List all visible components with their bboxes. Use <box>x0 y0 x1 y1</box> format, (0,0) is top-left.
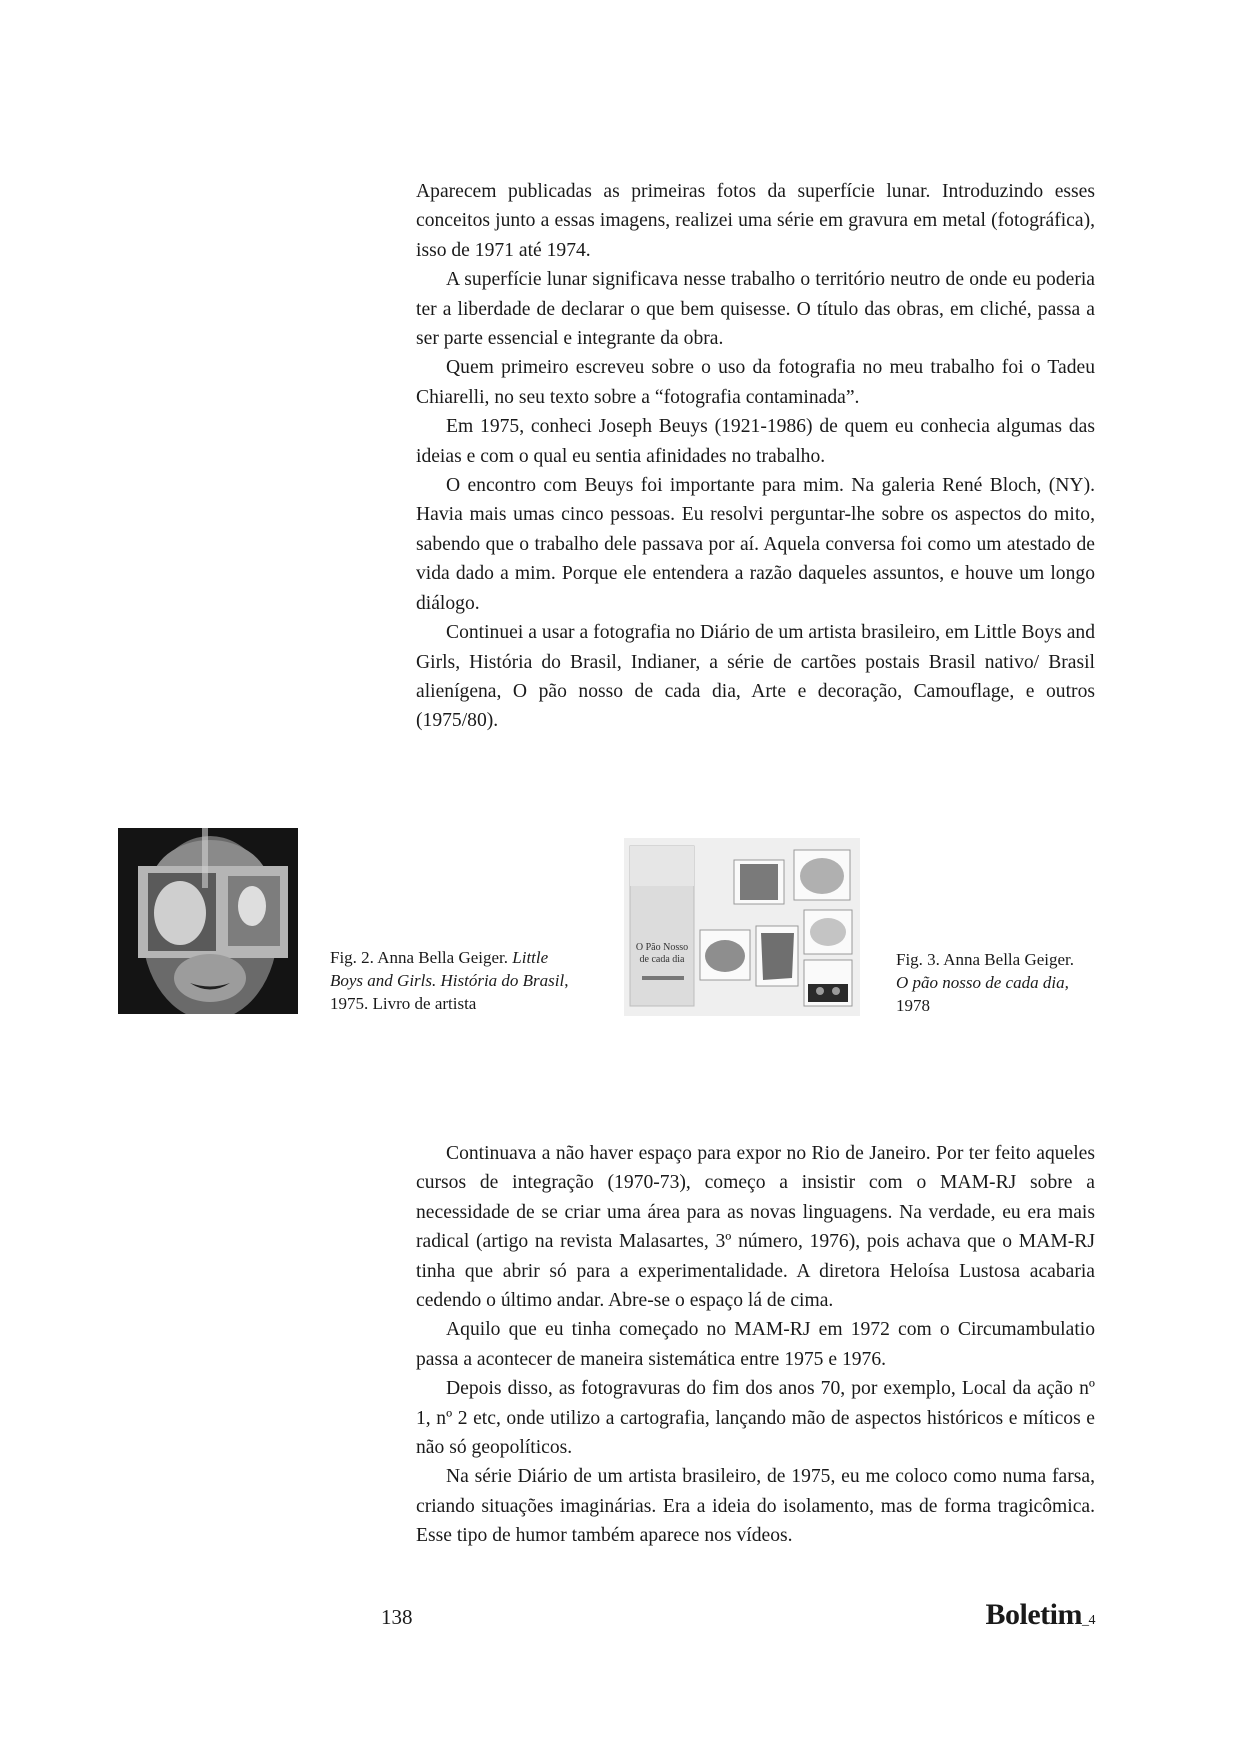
paragraph: Continuei a usar a fotografia no Diário de um artista brasileiro, em Little Boys and Girls, História do Brasil, Indianer, a série de cartões postais Brasil nativo/ Brasil alienígena, O pão nosso de cada dia, Arte e decoração, Camouflage, e outros (1975/80). <box>416 622 1095 732</box>
figure-2-image <box>118 828 298 1014</box>
figure-3-image <box>624 838 860 1016</box>
paragraph: Em 1975, conheci Joseph Beuys (1921-1986) de quem eu conhecia algumas das ideias e com o qual eu sentia afinidades no trabalho. <box>416 416 1095 467</box>
bag-label-line-2: de cada dia <box>639 954 685 965</box>
paragraph: Quem primeiro escreveu sobre o uso da fotografia no meu trabalho foi o Tadeu Chiarelli, no seu texto sobre a “fotografia contaminada”. <box>416 357 1095 408</box>
journal-name: Boletim <box>985 1598 1082 1631</box>
paragraph: Depois disso, as fotogravuras do fim dos anos 70, por exemplo, Local da ação nº 1, nº 2 etc, onde utilizo a cartografia, lançando mão de aspectos históricos e míticos e não só geopolíticos. <box>416 1378 1095 1459</box>
text-block-top <box>416 177 1095 736</box>
text-block-bottom <box>416 1139 1095 1551</box>
paragraph: Na série Diário de um artista brasileiro, de 1975, eu me coloco como numa farsa, criando situações imaginárias. Era a ideia do isolamento, mas de forma tragicômica. Esse tipo de humor também aparece nos vídeos. <box>416 1466 1095 1547</box>
paragraph: Aquilo que eu tinha começado no MAM-RJ em 1972 com o Circumambulatio passa a acontecer de maneira sistemática entre 1975 e 1976. <box>416 1319 1095 1370</box>
paragraph: O encontro com Beuys foi importante para mim. Na galeria René Bloch, (NY). Havia mais umas cinco pessoas. Eu resolvi perguntar-lhe sobre os aspectos do mito, sabendo que o trabalho dele passava por aí. Aquela conversa foi como um atestado de vida dado a mim. Porque ele entendera a razão daqueles assuntos, e houve um longo diálogo. <box>416 475 1095 614</box>
bag-label-line-1: O Pão Nosso <box>635 942 689 953</box>
figure-2-caption: Fig. 2. Anna Bella Geiger. Little Boys and Girls. História do Brasil, 1975. Livro de artista <box>330 948 569 1013</box>
journal-logo <box>986 1598 1095 1632</box>
figure-3-caption: Fig. 3. Anna Bella Geiger. O pão nosso de cada dia, 1978 <box>896 950 1075 1015</box>
paragraph: Continuava a não haver espaço para expor no Rio de Janeiro. Por ter feito aqueles cursos de integração (1970-73), começo a insistir com o MAM-RJ sobre a necessidade de se criar uma área para as novas linguagens. Na verdade, eu era mais radical (artigo na revista Malasartes, 3º número, 1976), pois achava que o MAM-RJ tinha que abrir só para a experimentalidade. A diretora Heloísa Lustosa acabaria cedendo o último andar. Abre-se o espaço lá de cima. <box>416 1143 1095 1312</box>
journal-issue: _4 <box>1082 1613 1095 1628</box>
page-number: 138 <box>381 1605 413 1629</box>
paragraph: Aparecem publicadas as primeiras fotos da superfície lunar. Introduzindo esses conceitos junto a essas imagens, realizei uma série em gravura em metal (fotográfica), isso de 1971 até 1974. <box>416 181 1095 261</box>
paragraph: A superfície lunar significava nesse trabalho o território neutro de onde eu poderia ter a liberdade de declarar o que bem quisesse. O título das obras, em cliché, passa a ser parte essencial e integrante da obra. <box>416 269 1095 350</box>
